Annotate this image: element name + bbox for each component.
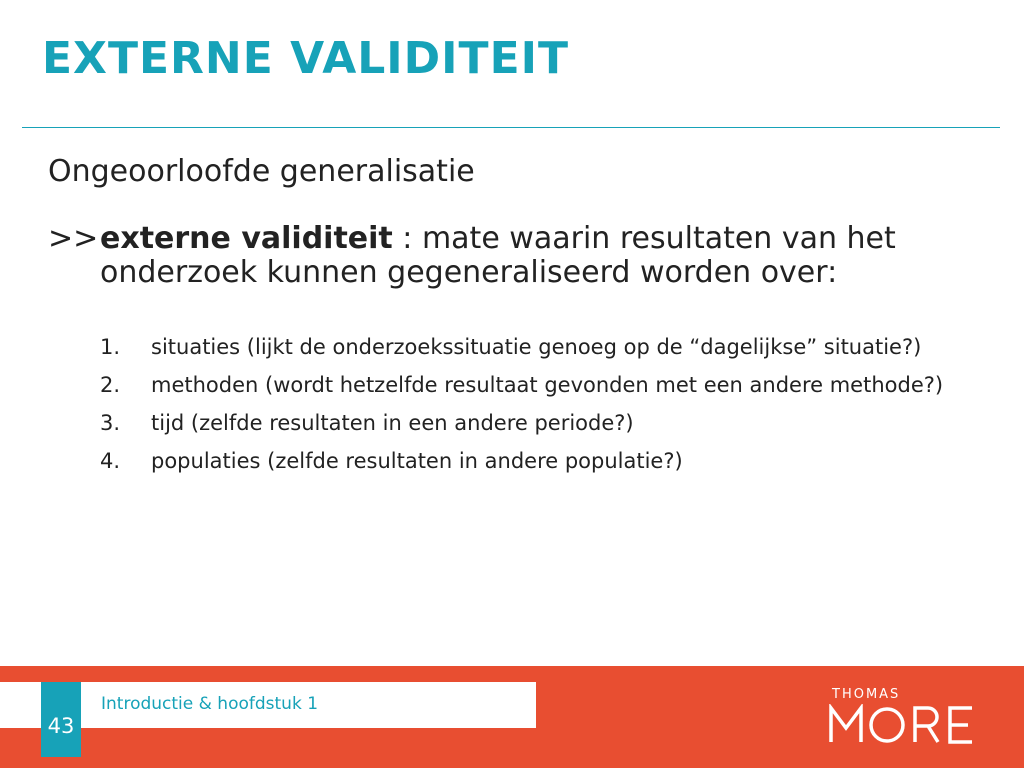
list-item-number: 2.	[100, 373, 121, 397]
footer-course-title: Introductie & hoofdstuk 1	[101, 694, 319, 714]
definition-prefix: >>	[48, 221, 99, 256]
list-item-number: 4.	[100, 449, 121, 473]
slide-title: EXTERNE VALIDITEIT	[42, 33, 570, 84]
list-item-number: 1.	[100, 335, 121, 359]
thomas-more-logo	[828, 687, 980, 746]
list-item	[48, 410, 978, 436]
list-item-number: 3.	[100, 411, 121, 435]
definition-paragraph	[48, 222, 978, 290]
list-item	[48, 334, 978, 360]
definition-term: externe validiteit	[100, 221, 393, 256]
definition-text: : mate waarin resultaten van het onderzoek kunnen gegeneraliseerd worden over:	[100, 221, 896, 290]
logo-wordmark-icon	[828, 704, 980, 746]
page-number: 43	[41, 682, 81, 757]
subheading: Ongeoorloofde generalisatie	[48, 154, 475, 189]
logo-text-top: THOMAS	[832, 687, 901, 702]
list-item	[48, 448, 978, 474]
generalisation-list	[48, 334, 978, 474]
list-item-text: situaties (lijkt de onderzoekssituatie genoeg op de “dagelijkse” situatie?)	[151, 335, 922, 359]
list-item-text: populaties (zelfde resultaten in andere populatie?)	[151, 449, 683, 473]
list-item-text: tijd (zelfde resultaten in een andere periode?)	[151, 411, 634, 435]
title-divider	[22, 127, 1000, 128]
list-item-text: methoden (wordt hetzelfde resultaat gevonden met een andere methode?)	[151, 373, 944, 397]
slide-content	[48, 150, 978, 486]
list-item	[48, 372, 978, 398]
